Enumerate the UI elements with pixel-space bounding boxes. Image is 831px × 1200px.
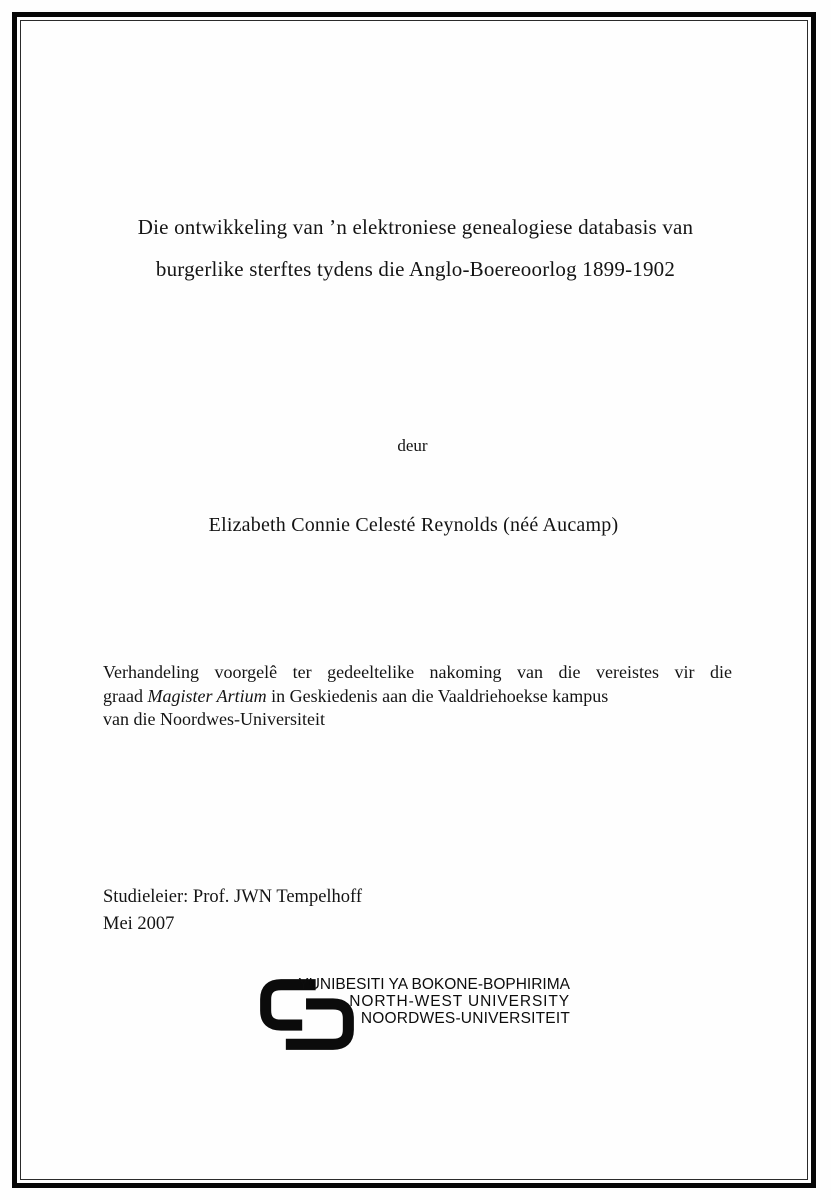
degree-statement-line3: van die Noordwes-Universiteit	[103, 709, 325, 729]
degree-statement	[103, 661, 732, 732]
university-name-setswana: YUNIBESITI YA BOKONE-BOPHIRIMA	[298, 976, 570, 993]
supervisor-block	[103, 884, 362, 938]
university-logo	[257, 974, 573, 1054]
degree-statement-line2-post: in Geskiedenis aan die Vaaldriehoekse kampus	[266, 685, 609, 706]
university-name-english: NORTH-WEST UNIVERSITY	[349, 993, 570, 1010]
supervisor-line: Studieleier: Prof. JWN Tempelhoff	[103, 887, 363, 907]
degree-statement-line2	[103, 685, 732, 709]
degree-statement-line2-pre: graad	[103, 685, 148, 706]
author-name: Elizabeth Connie Celesté Reynolds (néé Aucamp)	[208, 514, 619, 536]
degree-name-italic: Magister Artium	[147, 685, 267, 706]
thesis-title-line2: burgerlike sterftes tydens die Anglo-Boereoorlog 1899-1902	[155, 257, 676, 281]
university-logo-text	[298, 976, 570, 1027]
date-line: Mei 2007	[103, 914, 175, 934]
university-name-afrikaans: NOORDWES-UNIVERSITEIT	[360, 1010, 570, 1027]
thesis-title-line1: Die ontwikkeling van ’n elektroniese genealogiese databasis van	[137, 215, 694, 239]
thesis-title	[40, 206, 791, 290]
byline-label: deur	[397, 436, 428, 455]
degree-statement-line1: Verhandeling voorgelê ter gedeeltelike nakoming van die vereistes vir die	[103, 662, 732, 682]
